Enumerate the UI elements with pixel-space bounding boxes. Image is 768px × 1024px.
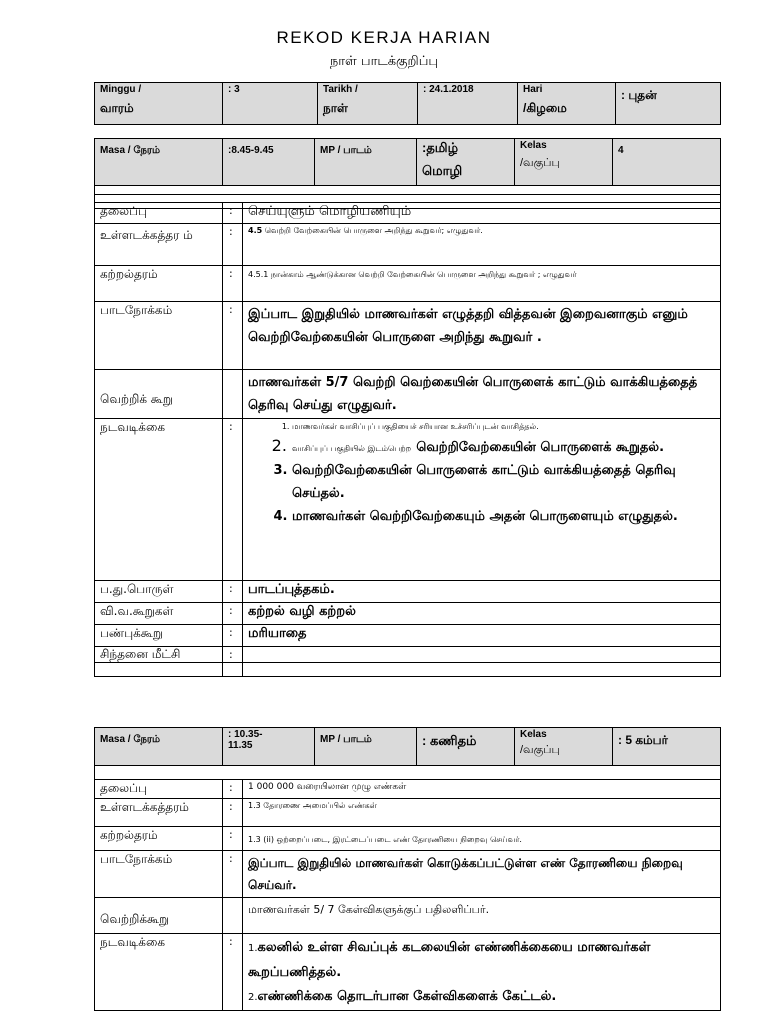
lesson1-kelas-value: 4 bbox=[618, 145, 624, 156]
lesson1-mp-value-1: :தமிழ் bbox=[422, 140, 459, 155]
tarikh-label: Tarikh / bbox=[323, 84, 358, 95]
lesson2-kelas-label-cell bbox=[515, 728, 613, 766]
colon: : bbox=[223, 419, 243, 581]
step-item-1: 1. மாணவர்கள் வாசிப்புப் பகுதியைச் சரியான உச்சரிப்புடன் வாசித்தல். bbox=[292, 420, 715, 434]
kooru-value: கற்றல் வழி கற்றல் bbox=[243, 603, 721, 625]
step-item-3: 3. வெற்றிவேற்கையின் பொருளைக் காட்டும் வாக்கியத்தைத் தெரிவு செய்தல். bbox=[292, 459, 715, 505]
l2-nadavadikkai-label: நடவடிக்கை bbox=[95, 934, 223, 1011]
thalaippu-label: தலைப்பு bbox=[95, 203, 223, 224]
lesson1-kelas-label-cell bbox=[515, 139, 613, 186]
colon: : bbox=[223, 780, 243, 799]
colon: : bbox=[223, 647, 243, 663]
nokkam-value: இப்பாட இறுதியில் மாணவர்கள் எழுத்தறி வித்தவன் இறைவனாகும் எனும் வெற்றிவேற்கையின் பொருளை அறிந்து கூறுவர் . bbox=[243, 302, 721, 370]
ullladakkam-value: வெற்றி வேற்கையின் பொருளை அறிந்து கூறுவர்; எழுதுவர். bbox=[264, 226, 483, 235]
nokkam-label: பாடநோக்கம் bbox=[95, 302, 223, 370]
lesson1-mp-label-cell bbox=[315, 139, 417, 186]
l2-katral-label: கற்றல்தரம் bbox=[95, 827, 223, 851]
kooru-label: வி.வ.கூறுகள் bbox=[95, 603, 223, 625]
porul-label: ப.து.பொருள் bbox=[95, 581, 223, 603]
colon: : bbox=[223, 266, 243, 302]
lesson1-mp-label: MP / பாடம் bbox=[320, 145, 372, 156]
l2-ullladakkam-value: 1.3 தோரணை அமைப்பில் எண்கள் bbox=[243, 799, 721, 827]
lesson2-kelas-value-cell bbox=[613, 728, 721, 766]
panpu-value: மரியாதை bbox=[243, 625, 721, 647]
lesson2-masa-value-1: : 10.35- bbox=[228, 729, 263, 740]
colon: : bbox=[223, 827, 243, 851]
lesson2-masa-value-2: 11.35 bbox=[228, 740, 253, 751]
lesson1-body-table bbox=[94, 202, 721, 677]
ullladakkam-label: உள்ளடக்கத்தர ம் bbox=[95, 224, 223, 266]
sinthanai-label: சிந்தனை மீட்சி bbox=[95, 647, 223, 663]
nadavadikkai-label: நடவடிக்கை bbox=[95, 419, 223, 581]
panpu-label: பண்புக்கூறு bbox=[95, 625, 223, 647]
vetri-value: மாணவர்கள் 5/7 வெற்றி வெற்கையின் பொருளைக் காட்டும் வாக்கியத்தைத் தெரிவு செய்து எழுதுவர். bbox=[243, 370, 721, 419]
lesson2-mp-label-cell bbox=[315, 728, 417, 766]
lesson2-kelas-label-1: Kelas bbox=[520, 729, 547, 740]
ullladakkam-value-cell bbox=[243, 224, 721, 266]
l2-nadavadikkai-cell bbox=[243, 934, 721, 1011]
step-item-4: 4. மாணவர்கள் வெற்றிவேற்கையும் அதன் பொருளையும் எழுதுதல். bbox=[292, 505, 715, 528]
lesson1-kelas-label-1: Kelas bbox=[520, 140, 547, 151]
lesson2-masa-label: Masa / நேரம் bbox=[100, 734, 161, 745]
colon: : bbox=[223, 799, 243, 827]
tarikh-value: : 24.1.2018 bbox=[423, 84, 474, 95]
lesson2-body-table bbox=[94, 779, 721, 1011]
l2-katral-value: 1.3 (ii) ஒற்றைப்படை, இரட்டைப்படை எண் தோரணியை நிறைவு செய்வர். bbox=[243, 827, 721, 851]
l2-step-2 bbox=[248, 984, 715, 1009]
varam-label: வாரம் bbox=[100, 101, 134, 115]
lesson1-spacer bbox=[95, 186, 721, 195]
nadavadikkai-steps-cell bbox=[243, 419, 721, 581]
colon: : bbox=[223, 203, 243, 224]
hari-label: Hari bbox=[523, 84, 543, 95]
l2-vetri-label: வெற்றிக்கூறு bbox=[95, 898, 223, 934]
page-title: REKOD KERJA HARIAN bbox=[276, 28, 492, 47]
step2-text: வெற்றிவேற்கையின் பொருளைக் கூறுதல். bbox=[416, 440, 665, 455]
minggu-value-cell bbox=[223, 83, 318, 125]
lesson1-kelas-label-2: /வகுப்பு bbox=[520, 157, 560, 169]
l2-ullladakkam-label: உள்ளடக்கத்தரம் bbox=[95, 799, 223, 827]
colon: : bbox=[223, 581, 243, 603]
lesson2-masa-value-cell bbox=[223, 728, 315, 766]
lesson1-kelas-value-cell bbox=[613, 139, 721, 186]
porul-value: பாடப்புத்தகம். bbox=[243, 581, 721, 603]
l2-step-2-num: 2. bbox=[248, 992, 258, 1003]
l2-vetri-colon-empty bbox=[223, 898, 243, 934]
l2-step-1 bbox=[248, 935, 715, 984]
lesson2-masa-label-cell bbox=[95, 728, 223, 766]
colon: : bbox=[223, 851, 243, 898]
vetri-colon-empty bbox=[223, 370, 243, 419]
step-item-2 bbox=[292, 434, 715, 459]
katral-value: 4.5.1 நான்காம் ஆண்டுக்கான வெற்றி வேற்கையின் பொருளை அறிந்து கூறுவர் ; எழுதுவர் bbox=[243, 266, 721, 302]
lesson1-mp-value-cell bbox=[417, 139, 515, 186]
page-subtitle: நாள் பாடக்குறிப்பு bbox=[329, 54, 439, 69]
step2-prefix: வாசிப்புப் பகுதியில் இடம்பெற்ற bbox=[292, 444, 412, 453]
lesson1-masa-label: Masa / நேரம் bbox=[100, 145, 161, 156]
l2-vetri-value: மாணவர்கள் 5/ 7 கேள்விகளுக்குப் பதிலளிப்பர். bbox=[243, 898, 721, 934]
lesson2-spacer bbox=[95, 766, 721, 780]
katral-label: கற்றல்தரம் bbox=[95, 266, 223, 302]
l2-step-2-text: எண்ணிக்கை தொடர்பான கேள்விகளைக் கேட்டல். bbox=[257, 989, 557, 1004]
l2-nokkam-label: பாடநோக்கம் bbox=[95, 851, 223, 898]
naal-label: நாள் bbox=[323, 101, 348, 115]
colon: : bbox=[223, 934, 243, 1011]
hari-label-cell bbox=[518, 83, 616, 125]
hari-value: : புதன் bbox=[621, 88, 657, 102]
sinthanai-extra-label bbox=[95, 663, 223, 677]
minggu-value: : 3 bbox=[228, 84, 240, 95]
nadavadikkai-steps bbox=[248, 420, 715, 528]
tarikh-label-cell bbox=[318, 83, 418, 125]
lesson2-table bbox=[94, 727, 721, 780]
sinthanai-value bbox=[243, 647, 721, 663]
l2-thalaippu-label: தலைப்பு bbox=[95, 780, 223, 799]
lesson2-kelas-label-2: /வகுப்பு bbox=[520, 744, 560, 756]
sinthanai-extra-value bbox=[243, 663, 721, 677]
week-info-table bbox=[94, 82, 721, 125]
tarikh-value-cell bbox=[418, 83, 518, 125]
lesson1-masa-value-cell bbox=[223, 139, 315, 186]
colon: : bbox=[223, 603, 243, 625]
ullladakkam-num: 4.5 bbox=[248, 226, 263, 235]
minggu-label: Minggu / bbox=[100, 84, 142, 95]
hari-value-cell bbox=[616, 83, 721, 125]
lesson1-masa-value: :8.45-9.45 bbox=[228, 145, 274, 156]
minggu-label-cell bbox=[95, 83, 223, 125]
kizhamai-label: /கிழமை bbox=[523, 101, 567, 115]
lesson2-mp-label: MP / பாடம் bbox=[320, 734, 372, 745]
l2-step-1-num: 1. bbox=[248, 943, 258, 954]
lesson2-kelas-value: : 5 கம்பர் bbox=[618, 733, 668, 747]
lesson2-mp-value: : கணிதம் bbox=[422, 733, 477, 748]
sinthanai-extra-colon bbox=[223, 663, 243, 677]
colon: : bbox=[223, 224, 243, 266]
l2-step-1-text: கலனில் உள்ள சிவப்புக் கடலையின் எண்ணிக்கையை மாணவர்கள் கூறப்பணித்தல். bbox=[248, 940, 651, 980]
l2-thalaippu-value: 1 000 000 வரையிலான முழு எண்கள் bbox=[243, 780, 721, 799]
lesson1-mp-value-2: மொழி bbox=[422, 163, 463, 178]
colon: : bbox=[223, 302, 243, 370]
lesson2-mp-value-cell bbox=[417, 728, 515, 766]
vetri-label: வெற்றிக் கூறு bbox=[95, 370, 223, 419]
lesson1-table bbox=[94, 138, 721, 209]
lesson1-masa-label-cell bbox=[95, 139, 223, 186]
colon: : bbox=[223, 625, 243, 647]
thalaippu-value: செய்யுளும் மொழியணியும் bbox=[243, 203, 721, 224]
l2-nokkam-value: இப்பாட இறுதியில் மாணவர்கள் கொடுக்கப்பட்டுள்ள எண் தோரணியை நிறைவு செய்வர். bbox=[243, 851, 721, 898]
